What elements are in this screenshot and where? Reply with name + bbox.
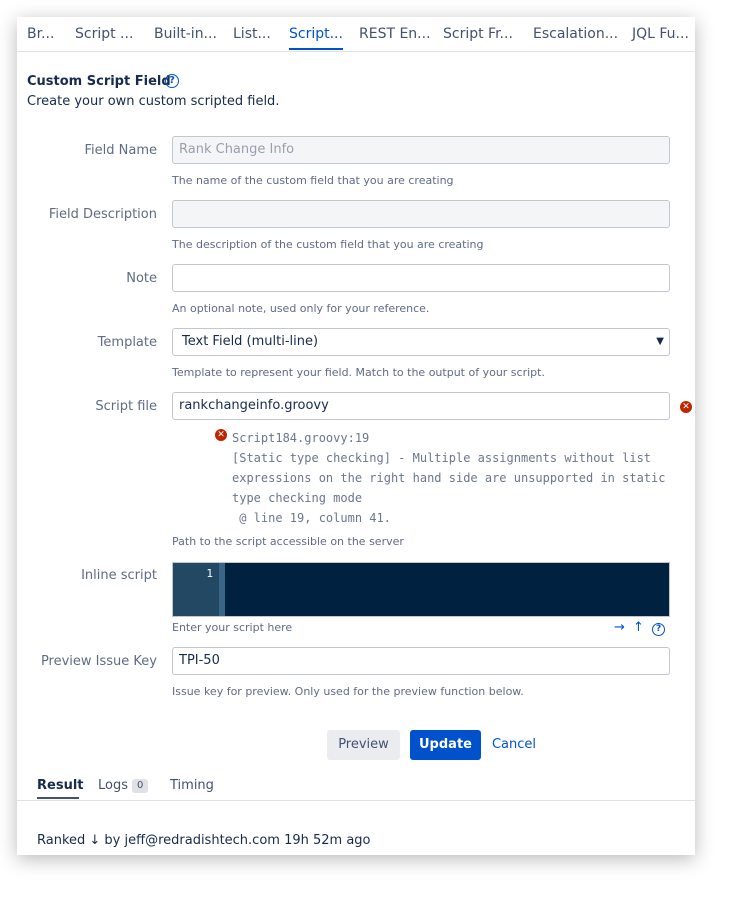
template-select[interactable] xyxy=(172,328,670,356)
note-label: Note xyxy=(126,271,157,286)
result-tab-bar xyxy=(17,773,695,801)
field-name-hint: The name of the custom field that you are creating xyxy=(172,174,454,187)
top-tab-bar xyxy=(17,17,695,52)
tab-escalation-services[interactable]: Escalation... xyxy=(533,26,619,42)
dropdown-arrow-icon: ▼ xyxy=(656,336,664,347)
page-description: Create your own custom scripted field. xyxy=(27,94,280,109)
inline-script-editor[interactable] xyxy=(172,562,670,617)
page-title: Custom Script Field xyxy=(27,74,171,89)
tab-logs-label: Logs xyxy=(98,778,128,793)
active-tab-indicator xyxy=(37,797,79,799)
error-icon: ✕ xyxy=(215,429,227,441)
tab-browse[interactable]: Br... xyxy=(27,26,55,42)
result-output: Ranked ↓ by jeff@redradishtech.com 19h 52m ago xyxy=(37,833,371,848)
error-icon: ✕ xyxy=(680,401,692,413)
tab-script-fields[interactable]: Script... xyxy=(289,26,343,42)
tab-rest-endpoints[interactable]: REST En... xyxy=(359,26,431,42)
field-name-input[interactable]: Rank Change Info xyxy=(172,136,670,164)
inline-script-hint: Enter your script here xyxy=(172,621,293,634)
preview-issue-key-hint: Issue key for preview. Only used for the preview function below. xyxy=(172,685,524,698)
preview-issue-key-label: Preview Issue Key xyxy=(40,654,157,669)
help-icon[interactable]: ? xyxy=(165,74,179,88)
tab-script-console[interactable]: Script ... xyxy=(75,26,134,42)
tab-listeners[interactable]: List... xyxy=(233,26,271,42)
arrow-up-icon[interactable]: ↑ xyxy=(633,620,644,635)
script-file-input[interactable]: rankchangeinfo.groovy xyxy=(172,392,670,420)
script-field-panel xyxy=(17,17,695,855)
note-input[interactable] xyxy=(172,264,670,292)
field-name-label: Field Name xyxy=(84,143,157,158)
logs-count-badge: 0 xyxy=(132,779,148,793)
editor-toolbar xyxy=(614,620,669,636)
template-selected-value: Text Field (multi-line) xyxy=(182,334,319,349)
tab-script-fragments[interactable]: Script Fr... xyxy=(443,26,513,42)
script-file-label: Script file xyxy=(95,399,157,414)
help-icon[interactable]: ? xyxy=(652,623,665,636)
field-description-label: Field Description xyxy=(48,207,157,222)
update-button[interactable]: Update xyxy=(410,730,481,760)
tab-timing[interactable]: Timing xyxy=(170,778,214,793)
field-description-hint: The description of the custom field that you are creating xyxy=(172,238,484,251)
cancel-button[interactable]: Cancel xyxy=(491,737,537,752)
preview-button[interactable]: Preview xyxy=(327,730,400,760)
tab-logs[interactable] xyxy=(98,778,148,793)
field-description-input[interactable] xyxy=(172,200,670,228)
template-hint: Template to represent your field. Match to the output of your script. xyxy=(172,366,545,379)
tab-result[interactable]: Result xyxy=(37,778,84,793)
preview-issue-key-input[interactable]: TPI-50 xyxy=(172,647,670,675)
inline-script-label: Inline script xyxy=(81,568,157,583)
active-tab-indicator xyxy=(289,48,343,50)
script-error-message: Script184.groovy:19 [Static type checking] - Multiple assignments without list expressions on the right hand side are unsupported in static type checking mode @ line 19, column 41. xyxy=(232,431,666,525)
editor-active-line-marker xyxy=(219,563,225,616)
arrow-right-icon[interactable]: → xyxy=(614,620,625,635)
editor-gutter xyxy=(173,563,219,616)
template-label: Template xyxy=(97,335,157,350)
tab-jql-functions[interactable]: JQL Fu... xyxy=(632,26,689,42)
note-hint: An optional note, used only for your reference. xyxy=(172,302,430,315)
script-file-hint: Path to the script accessible on the server xyxy=(172,535,404,548)
tab-built-in-scripts[interactable]: Built-in... xyxy=(154,26,217,42)
line-number: 1 xyxy=(206,567,213,580)
